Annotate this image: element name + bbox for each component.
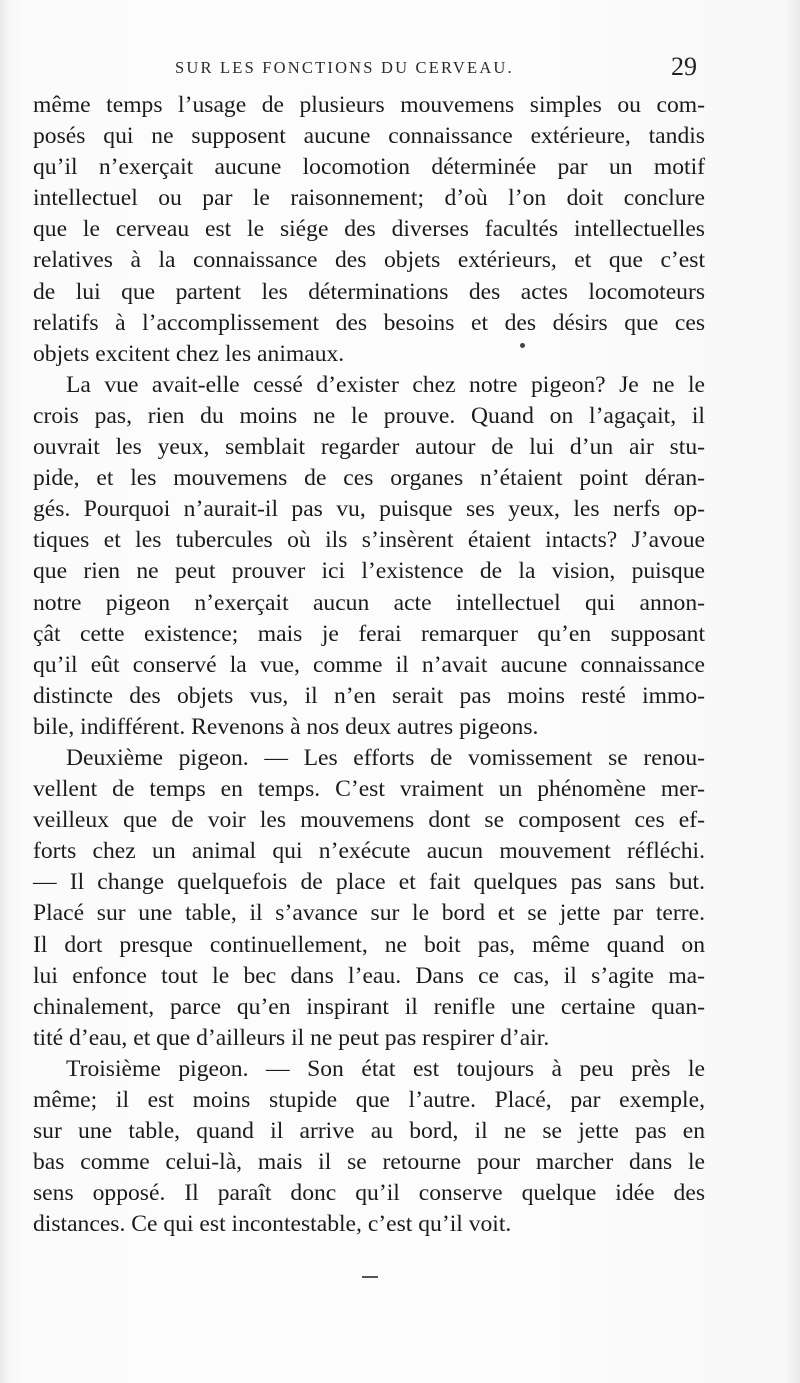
text-line-32: Troisième pigeon. — Son état est toujours à peu près le bbox=[66, 1055, 705, 1082]
text-line-12: ouvrait les yeux, semblait regarder autour de lui d’un air stu- bbox=[33, 434, 705, 461]
text-line-13: pide, et les mouvemens de ces organes n’étaient point déran- bbox=[33, 465, 705, 492]
text-line-10: La vue avait-elle cessé d’exister chez notre pigeon? Je ne le bbox=[66, 371, 705, 398]
page-edge-shadow bbox=[786, 0, 800, 1383]
text-line-29: lui enfonce tout le bec dans l’eau. Dans ce cas, il s’agite ma- bbox=[33, 962, 705, 989]
text-line-24: veilleux que de voir les mouvemens dont se composent ces ef- bbox=[33, 807, 705, 834]
body-text bbox=[33, 90, 705, 1240]
text-line-25: forts chez un animal qui n’exécute aucun mouvement réfléchi. bbox=[33, 838, 705, 865]
text-line-8: relatifs à l’accomplissement des besoins et des désirs que ces bbox=[33, 309, 705, 336]
text-line-26: — Il change quelquefois de place et fait quelques pas sans but. bbox=[33, 869, 705, 896]
text-line-9: objets excitent chez les animaux. bbox=[33, 340, 345, 367]
ink-mark bbox=[362, 1276, 378, 1278]
text-line-1: même temps l’usage de plusieurs mouvemens simples ou com- bbox=[33, 92, 705, 118]
text-line-34: sur une table, quand il arrive au bord, il ne se jette pas en bbox=[33, 1118, 705, 1145]
text-line-22: Deuxième pigeon. — Les efforts de vomissement se renou- bbox=[66, 744, 705, 771]
text-line-37: distances. Ce qui est incontestable, c’est qu’il voit. bbox=[33, 1211, 512, 1238]
text-line-35: bas comme celui-là, mais il se retourne pour marcher dans le bbox=[33, 1149, 705, 1176]
text-line-21: bile, indifférent. Revenons à nos deux autres pigeons. bbox=[33, 713, 539, 740]
text-line-30: chinalement, parce qu’en inspirant il renifle une certaine quan- bbox=[33, 993, 705, 1020]
text-line-15: tiques et les tubercules où ils s’insèrent étaient intacts? J’avoue bbox=[33, 527, 705, 554]
text-line-6: relatives à la connaissance des objets extérieurs, et que c’est bbox=[33, 247, 705, 274]
running-head: SUR LES FONCTIONS DU CERVEAU. bbox=[175, 58, 514, 77]
text-line-27: Placé sur une table, il s’avance sur le bord et se jette par terre. bbox=[33, 900, 705, 927]
text-line-16: que rien ne peut prouver ici l’existence de la vision, puisque bbox=[33, 558, 705, 585]
text-line-7: de lui que partent les déterminations des actes locomoteurs bbox=[33, 278, 705, 305]
text-line-20: distincte des objets vus, il n’en serait pas moins resté immo- bbox=[33, 682, 705, 709]
text-line-36: sens opposé. Il paraît donc qu’il conserve quelque idée des bbox=[33, 1180, 705, 1207]
ink-speck bbox=[520, 343, 525, 348]
text-line-2: posés qui ne supposent aucune connaissance extérieure, tandis bbox=[33, 123, 705, 150]
text-line-5: que le cerveau est le siége des diverses facultés intellectuelles bbox=[33, 216, 705, 243]
text-line-33: même; il est moins stupide que l’autre. Placé, par exemple, bbox=[33, 1087, 705, 1113]
page-number: 29 bbox=[671, 52, 697, 81]
text-line-18: çât cette existence; mais je ferai remarquer qu’en supposant bbox=[33, 620, 705, 647]
text-line-17: notre pigeon n’exerçait aucun acte intellectuel qui annon- bbox=[33, 589, 705, 616]
text-line-23: vellent de temps en temps. C’est vraiment un phénomène mer- bbox=[33, 776, 705, 803]
text-line-14: gés. Pourquoi n’aurait-il pas vu, puisque ses yeux, les nerfs op- bbox=[33, 496, 705, 523]
text-line-19: qu’il eût conservé la vue, comme il n’avait aucune connaissance bbox=[33, 651, 705, 678]
text-line-31: tité d’eau, et que d’ailleurs il ne peut pas respirer d’air. bbox=[33, 1024, 550, 1051]
text-line-11: crois pas, rien du moins ne le prouve. Quand on l’agaçait, il bbox=[33, 402, 705, 429]
text-line-4: intellectuel ou par le raisonnement; d’où l’on doit conclure bbox=[33, 185, 705, 212]
text-line-3: qu’il n’exerçait aucune locomotion déterminée par un motif bbox=[33, 154, 705, 181]
text-line-28: Il dort presque continuellement, ne boit pas, même quand on bbox=[33, 931, 705, 958]
